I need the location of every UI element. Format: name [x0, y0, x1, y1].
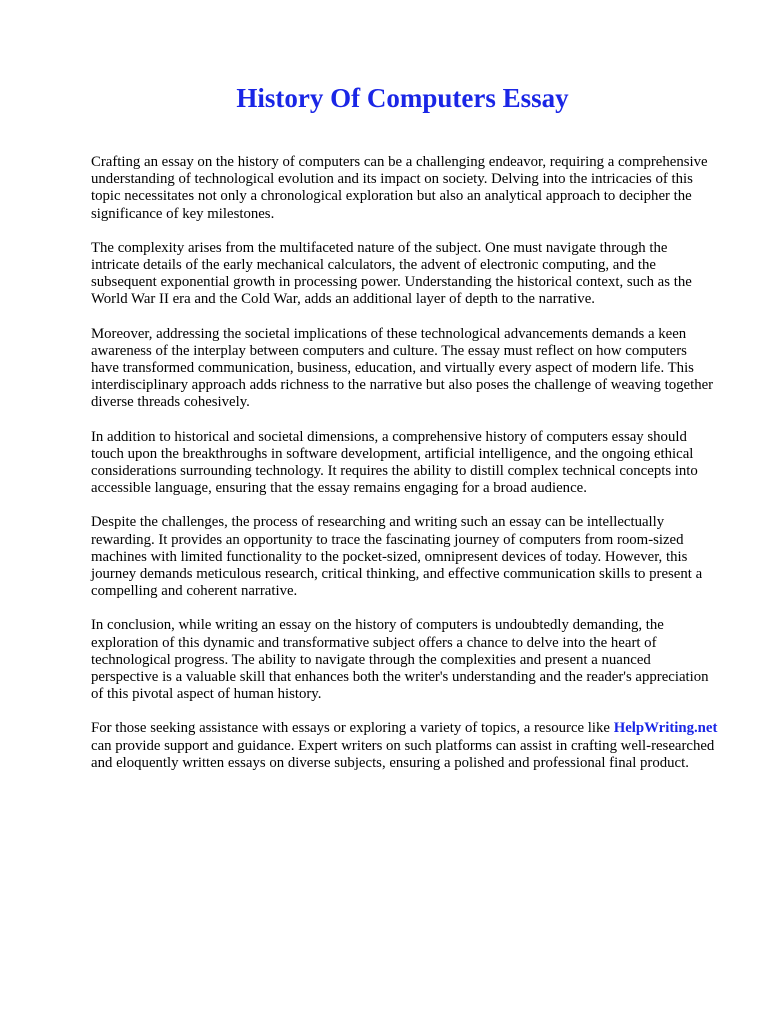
- paragraph-7-before-link: For those seeking assistance with essays or exploring a variety of topics, a resource like: [91, 720, 614, 737]
- helpwriting-link[interactable]: HelpWriting.net: [613, 720, 718, 737]
- paragraph-7: [91, 720, 718, 772]
- paragraph-6: In conclusion, while writing an essay on the history of computers is undoubtedly demanding, the exploration of this dynamic and transformative subject offers a chance to delve into the heart of technological progress. The ability to navigate through the complexities and present a nuanced perspective is a valuable skill that enhances both the writer's understanding and the reader's appreciation of this pivotal aspect of human history.: [91, 617, 709, 703]
- paragraph-1: Crafting an essay on the history of computers can be a challenging endeavor, requiring a comprehensive understanding of technological evolution and its impact on society. Delving into the intricacies of this topic necessitates not only a chronological exploration but also an analytical approach to decipher the significance of key milestones.: [91, 154, 708, 222]
- paragraph-7-after-link: can provide support and guidance. Expert writers on such platforms can assist in crafting well-researched and eloquently written essays on diverse subjects, ensuring a polished and professional final product.: [91, 737, 715, 771]
- paragraph-5: Despite the challenges, the process of researching and writing such an essay can be intellectually rewarding. It provides an opportunity to trace the fascinating journey of computers from room-sized machines with limited functionality to the pocket-sized, omnipresent devices of today. However, this journey demands meticulous research, critical thinking, and effective communication skills to present a compelling and coherent narrative.: [91, 514, 703, 600]
- document-title: History Of Computers Essay: [236, 83, 569, 113]
- paragraph-4: In addition to historical and societal dimensions, a comprehensive history of computers essay should touch upon the breakthroughs in software development, artificial intelligence, and the ongoing ethical considerations surrounding technology. It requires the ability to distill complex technical concepts into accessible language, ensuring that the essay remains engaging for a broad audience.: [91, 428, 698, 497]
- paragraph-3: Moreover, addressing the societal implications of these technological advancements demands a keen awareness of the interplay between computers and culture. The essay must reflect on how computers have transformed communication, business, education, and virtually every aspect of modern life. This interdisciplinary approach adds richness to the narrative but also poses the challenge of weaving together diverse threads cohesively.: [91, 325, 714, 411]
- paragraph-2: The complexity arises from the multifaceted nature of the subject. One must navigate through the intricate details of the early mechanical calculators, the advent of electronic computing, and the subsequent exponential growth in processing power. Understanding the historical context, such as the World War II era and the Cold War, adds an additional layer of depth to the narrative.: [91, 239, 692, 308]
